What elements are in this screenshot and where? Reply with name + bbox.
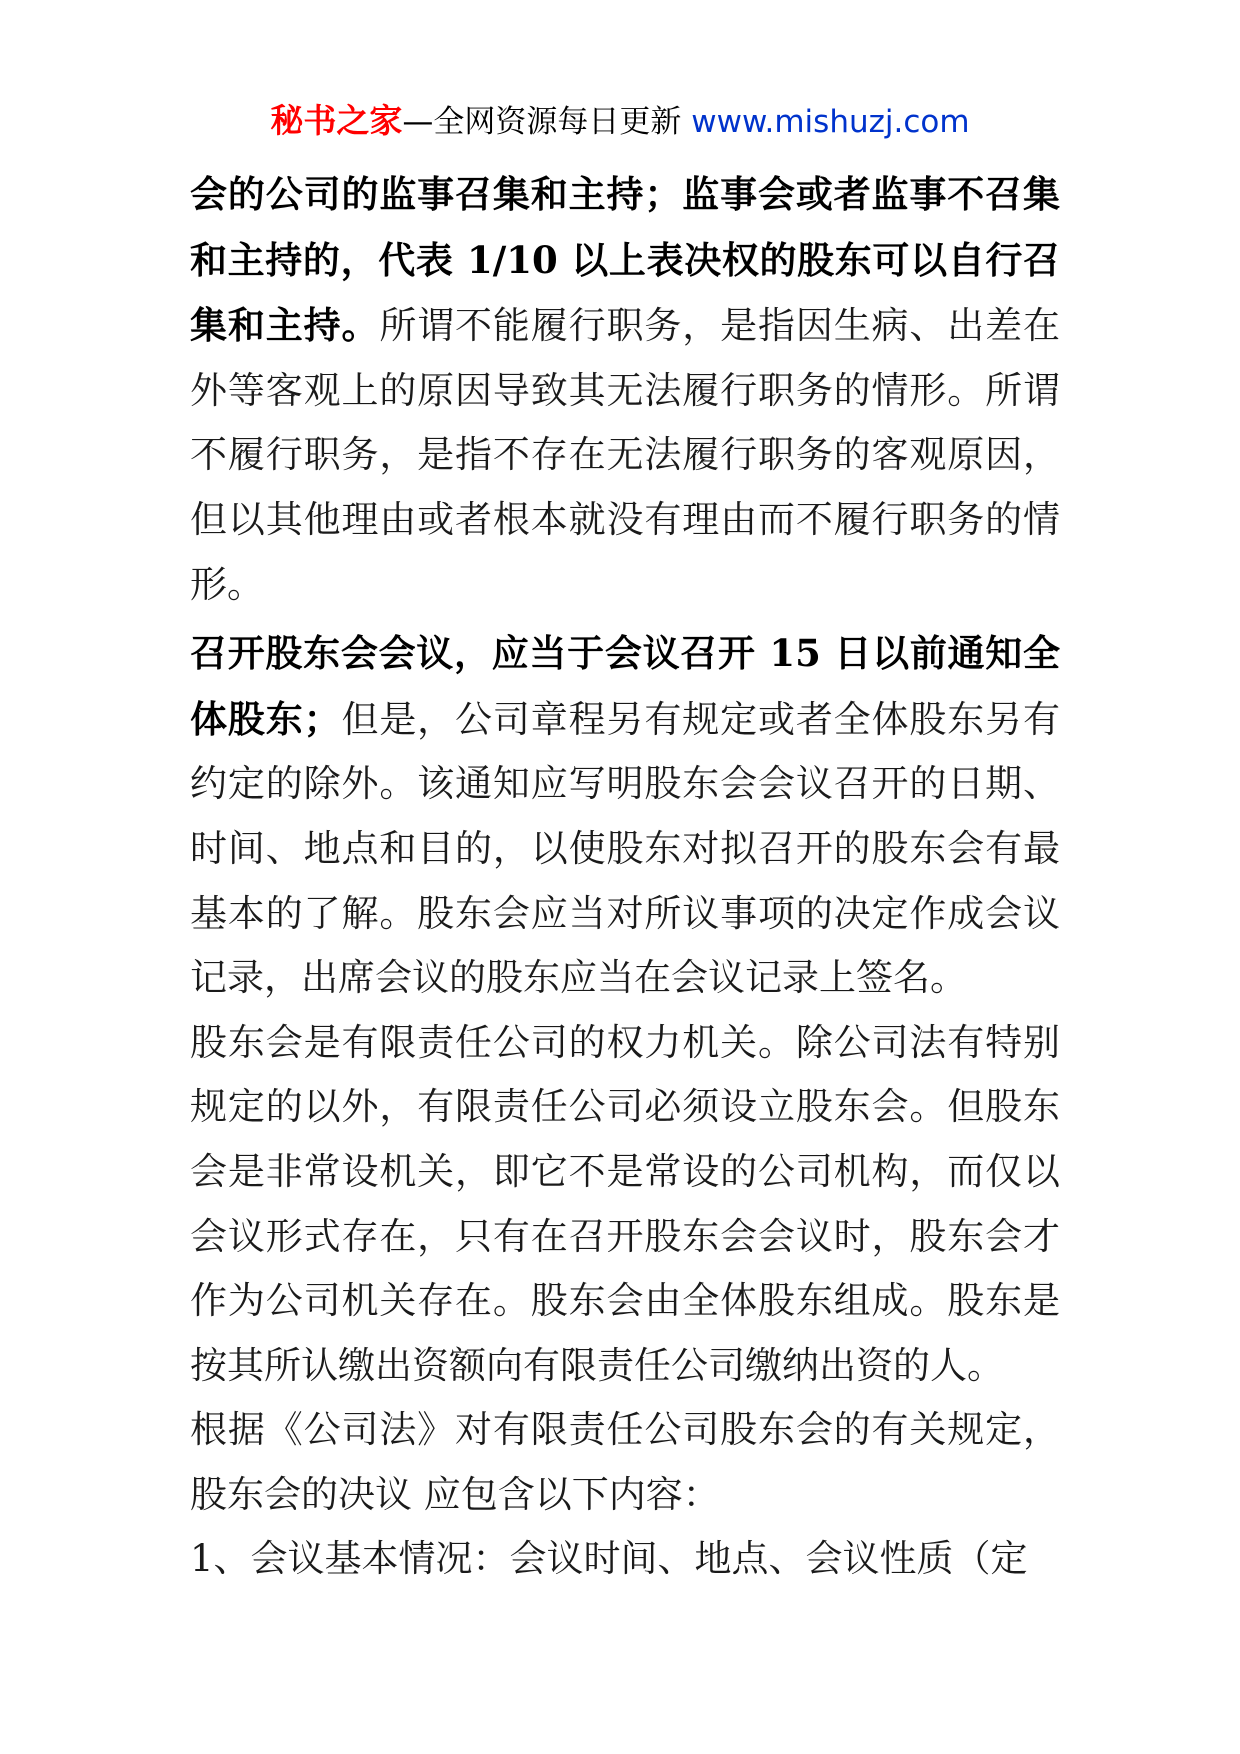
- document-body: [190, 162, 1060, 1592]
- paragraph-5-text: 1、会议基本情况：会议时间、地点、会议性质（定: [190, 1537, 1028, 1581]
- paragraph-4: [190, 1398, 1060, 1527]
- page-header: [0, 98, 1240, 145]
- paragraph-3: [190, 1011, 1060, 1399]
- header-site-link[interactable]: www.mishuzj.com: [691, 104, 970, 140]
- paragraph-1-bold: 会的公司的监事召集和主持；监事会或者监事不召集和主持的，代表 1/10 以上表决权的股东可以自行召集和主持。: [190, 172, 1060, 348]
- paragraph-1-text: 所谓不能履行职务，是指因生病、出差在外等客观上的原因导致其无法履行职务的情形。所谓不履行职务，是指不存在无法履行职务的客观原因，但以其他理由或者根本就没有理由而不履行职务的情形。: [190, 304, 1061, 606]
- paragraph-5: [190, 1527, 1060, 1592]
- paragraph-2-text: 但是，公司章程另有规定或者全体股东另有约定的除外。该通知应写明股东会会议召开的日期、时间、地点和目的，以使股东对拟召开的股东会有最基本的了解。股东会应当对所议事项的决定作成会议记录，出席会议的股东应当在会议记录上签名。: [190, 697, 1061, 1000]
- paragraph-2: [190, 621, 1060, 1011]
- header-brand: 秘书之家: [270, 101, 403, 140]
- paragraph-3-text: 股东会是有限责任公司的权力机关。除公司法有特别规定的以外，有限责任公司必须设立股东会。但股东会是非常设机关，即它不是常设的公司机构，而仅以会议形式存在，只有在召开股东会会议时，股东会才作为公司机关存在。股东会由全体股东组成。股东是按其所认缴出资额向有限责任公司缴纳出资的人。: [190, 1020, 1060, 1387]
- paragraph-1: [190, 162, 1060, 617]
- paragraph-2-bold: 召开股东会会议，应当于会议召开 15 日以前通知全体股东；: [190, 631, 1060, 741]
- paragraph-4-text: 根据《公司法》对有限责任公司股东会的有关规定，股东会的决议 应包含以下内容：: [190, 1408, 1060, 1516]
- header-tagline: —全网资源每日更新: [402, 104, 682, 140]
